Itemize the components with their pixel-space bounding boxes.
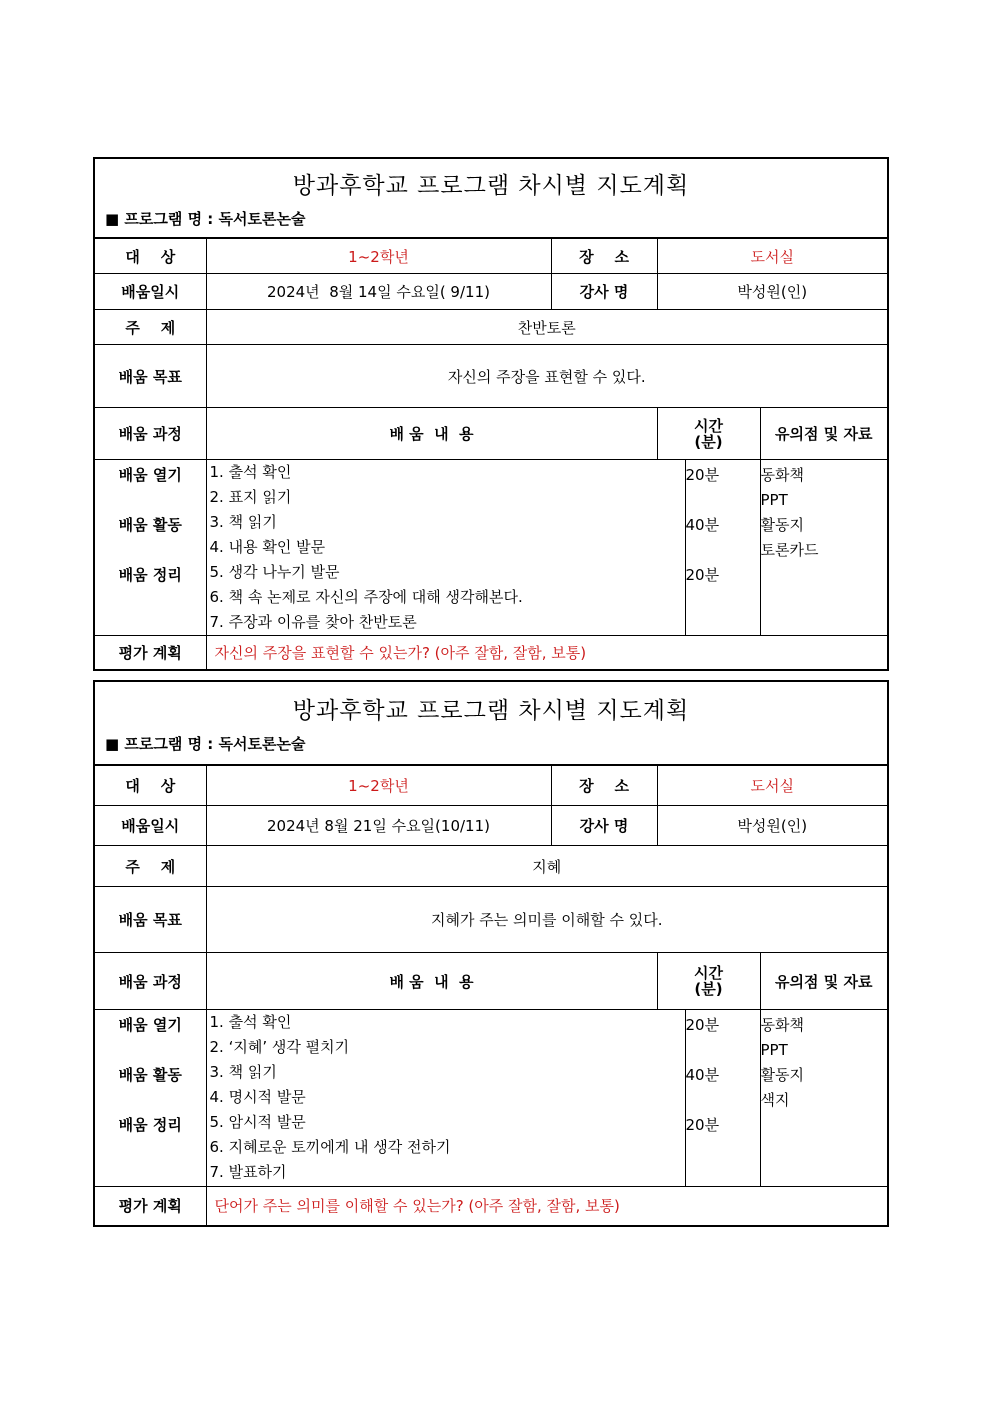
- step-item: 1. 출석 확인: [209, 1013, 292, 1031]
- plan-title: 방과후학교 프로그램 차시별 지도계획: [292, 173, 690, 199]
- phase-item: 배움 열기: [118, 466, 182, 484]
- plan-table: [95, 765, 887, 1225]
- step-item: 2. 표지 읽기: [209, 488, 292, 506]
- content-label: 배 움 내 용: [206, 953, 657, 1010]
- teacher-label: 강사 명: [551, 274, 657, 310]
- phase-list: [95, 1010, 206, 1187]
- step-list: [206, 460, 685, 636]
- plan-header: [95, 682, 887, 765]
- step-list: [206, 1010, 685, 1187]
- phase-item: 배움 정리: [118, 1116, 182, 1134]
- materials-list: [760, 1010, 887, 1187]
- topic-value: 찬반토론: [206, 310, 887, 345]
- material-item: 동화책: [760, 1016, 804, 1034]
- step-item: 7. 발표하기: [209, 1163, 287, 1181]
- program-name: ■ 프로그램 명 : 독서토론논술: [105, 735, 306, 753]
- target-label: 대 상: [95, 239, 206, 274]
- time-item: 40분: [685, 1066, 720, 1084]
- content-label: 배 움 내 용: [206, 408, 657, 460]
- time-label: [657, 953, 760, 1010]
- materials-label: 유의점 및 자료: [760, 408, 887, 460]
- material-item: 동화책: [760, 466, 804, 484]
- time-item: 40분: [685, 516, 720, 534]
- date-value: 2024년 8월 14일 수요일( 9/11): [206, 274, 551, 310]
- place-value: 도서실: [657, 766, 887, 806]
- time-item: 20분: [685, 1116, 720, 1134]
- date-label: 배움일시: [95, 274, 206, 310]
- step-item: 3. 책 읽기: [209, 1063, 277, 1081]
- time-label-line1: 시간: [694, 964, 723, 982]
- material-item: PPT: [760, 1041, 788, 1059]
- time-list: [685, 1010, 760, 1187]
- date-value: 2024년 8월 21일 수요일(10/11): [206, 806, 551, 846]
- lesson-plan: [93, 680, 889, 1227]
- material-item: 토론카드: [760, 541, 819, 559]
- phase-list: [95, 460, 206, 636]
- step-item: 7. 주장과 이유를 찾아 찬반토론: [209, 613, 417, 631]
- phase-item: 배움 활동: [118, 1066, 182, 1084]
- eval-value: 단어가 주는 의미를 이해할 수 있는가? (아주 잘함, 잘함, 보통): [206, 1187, 887, 1225]
- step-item: 4. 내용 확인 발문: [209, 538, 326, 556]
- target-value: 1~2학년: [206, 239, 551, 274]
- teacher-value: 박성원(인): [657, 806, 887, 846]
- step-item: 5. 암시적 발문: [209, 1113, 306, 1131]
- teacher-label: 강사 명: [551, 806, 657, 846]
- process-label: 배움 과정: [95, 953, 206, 1010]
- plan-title: 방과후학교 프로그램 차시별 지도계획: [292, 698, 690, 724]
- eval-value: 자신의 주장을 표현할 수 있는가? (아주 잘함, 잘함, 보통): [206, 636, 887, 669]
- material-item: PPT: [760, 491, 788, 509]
- goal-value: 지혜가 주는 의미를 이해할 수 있다.: [206, 887, 887, 953]
- lesson-plan: [93, 157, 889, 671]
- program-name: ■ 프로그램 명 : 독서토론논술: [105, 210, 306, 228]
- goal-label: 배움 목표: [95, 887, 206, 953]
- time-label-line2: (분): [694, 432, 723, 451]
- phase-item: 배움 정리: [118, 566, 182, 584]
- step-item: 6. 책 속 논제로 자신의 주장에 대해 생각해본다.: [209, 588, 523, 606]
- phase-item: 배움 활동: [118, 516, 182, 534]
- date-label: 배움일시: [95, 806, 206, 846]
- topic-value: 지혜: [206, 846, 887, 887]
- topic-label: 주 제: [95, 846, 206, 887]
- time-item: 20분: [685, 466, 720, 484]
- goal-label: 배움 목표: [95, 345, 206, 408]
- materials-label: 유의점 및 자료: [760, 953, 887, 1010]
- time-label-line1: 시간: [694, 416, 723, 435]
- step-item: 4. 명시적 발문: [209, 1088, 306, 1106]
- material-item: 활동지: [760, 1066, 804, 1084]
- eval-label: 평가 계획: [95, 1187, 206, 1225]
- step-item: 6. 지혜로운 토끼에게 내 생각 전하기: [209, 1138, 451, 1156]
- step-item: 1. 출석 확인: [209, 463, 292, 481]
- place-label: 장 소: [551, 239, 657, 274]
- phase-item: 배움 열기: [118, 1016, 182, 1034]
- material-item: 색지: [760, 1091, 790, 1109]
- step-item: 3. 책 읽기: [209, 513, 277, 531]
- time-list: [685, 460, 760, 636]
- place-value: 도서실: [657, 239, 887, 274]
- time-label-line2: (분): [694, 980, 723, 998]
- plan-header: [95, 159, 887, 238]
- goal-value: 자신의 주장을 표현할 수 있다.: [206, 345, 887, 408]
- time-item: 20분: [685, 566, 720, 584]
- eval-label: 평가 계획: [95, 636, 206, 669]
- topic-label: 주 제: [95, 310, 206, 345]
- step-item: 5. 생각 나누기 발문: [209, 563, 340, 581]
- time-label: [657, 408, 760, 460]
- target-label: 대 상: [95, 766, 206, 806]
- material-item: 활동지: [760, 516, 804, 534]
- time-item: 20분: [685, 1016, 720, 1034]
- step-item: 2. ‘지혜’ 생각 펼치기: [209, 1038, 350, 1056]
- teacher-value: 박성원(인): [657, 274, 887, 310]
- materials-list: [760, 460, 887, 636]
- plan-table: [95, 238, 887, 669]
- process-label: 배움 과정: [95, 408, 206, 460]
- target-value: 1~2학년: [206, 766, 551, 806]
- place-label: 장 소: [551, 766, 657, 806]
